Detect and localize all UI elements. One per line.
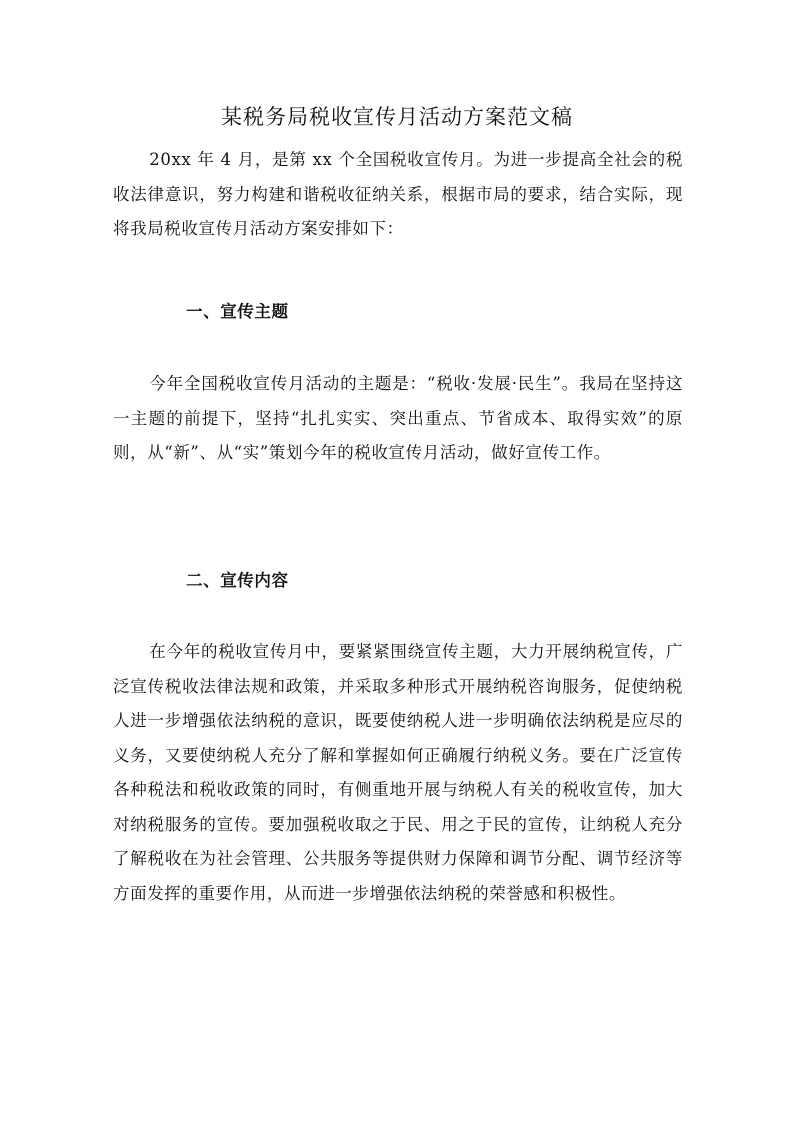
intro-paragraph: 20xx 年 4 月，是第 xx 个全国税收宣传月。为进一步提高全社会的税收法律意识，努力构建和谐税收征纳关系，根据市局的要求，结合实际，现将我局税收宣传月活动方案安排如下： (113, 150, 683, 238)
document-title: 某税务局税收宣传月活动方案范文稿 (221, 105, 573, 129)
section-body-content: 在今年的税收宣传月中，要紧紧围绕宣传主题，大力开展纳税宣传，广泛宣传税收法律法规和政策，并采取多种形式开展纳税咨询服务，促使纳税人进一步增强依法纳税的意识，既要使纳税人进一步明确依法纳税是应尽的义务，又要使纳税人充分了解和掌握如何正确履行纳税义务。要在广泛宣传各种税法和税收政策的同时，有侧重地开展与纳税人有关的税收宣传，加大对纳税服务的宣传。要加强税收取之于民、用之于民的宣传，让纳税人充分了解税收在为社会管理、公共服务等提供财力保障和调节分配、调节经济等方面发挥的重要作用，从而进一步增强依法纳税的荣誉感和积极性。 (113, 642, 683, 903)
section-heading-theme: 一、宣传主题 (186, 302, 289, 321)
section-heading-content: 二、宣传内容 (186, 571, 289, 590)
section-body-theme: 今年全国税收宣传月活动的主题是：“税收·发展·民生”。我局在坚持这一主题的前提下，坚持“扎扎实实、突出重点、节省成本、取得实效”的原则，从“新”、从“实”策划今年的税收宣传月活动，做好宣传工作。 (113, 374, 683, 462)
